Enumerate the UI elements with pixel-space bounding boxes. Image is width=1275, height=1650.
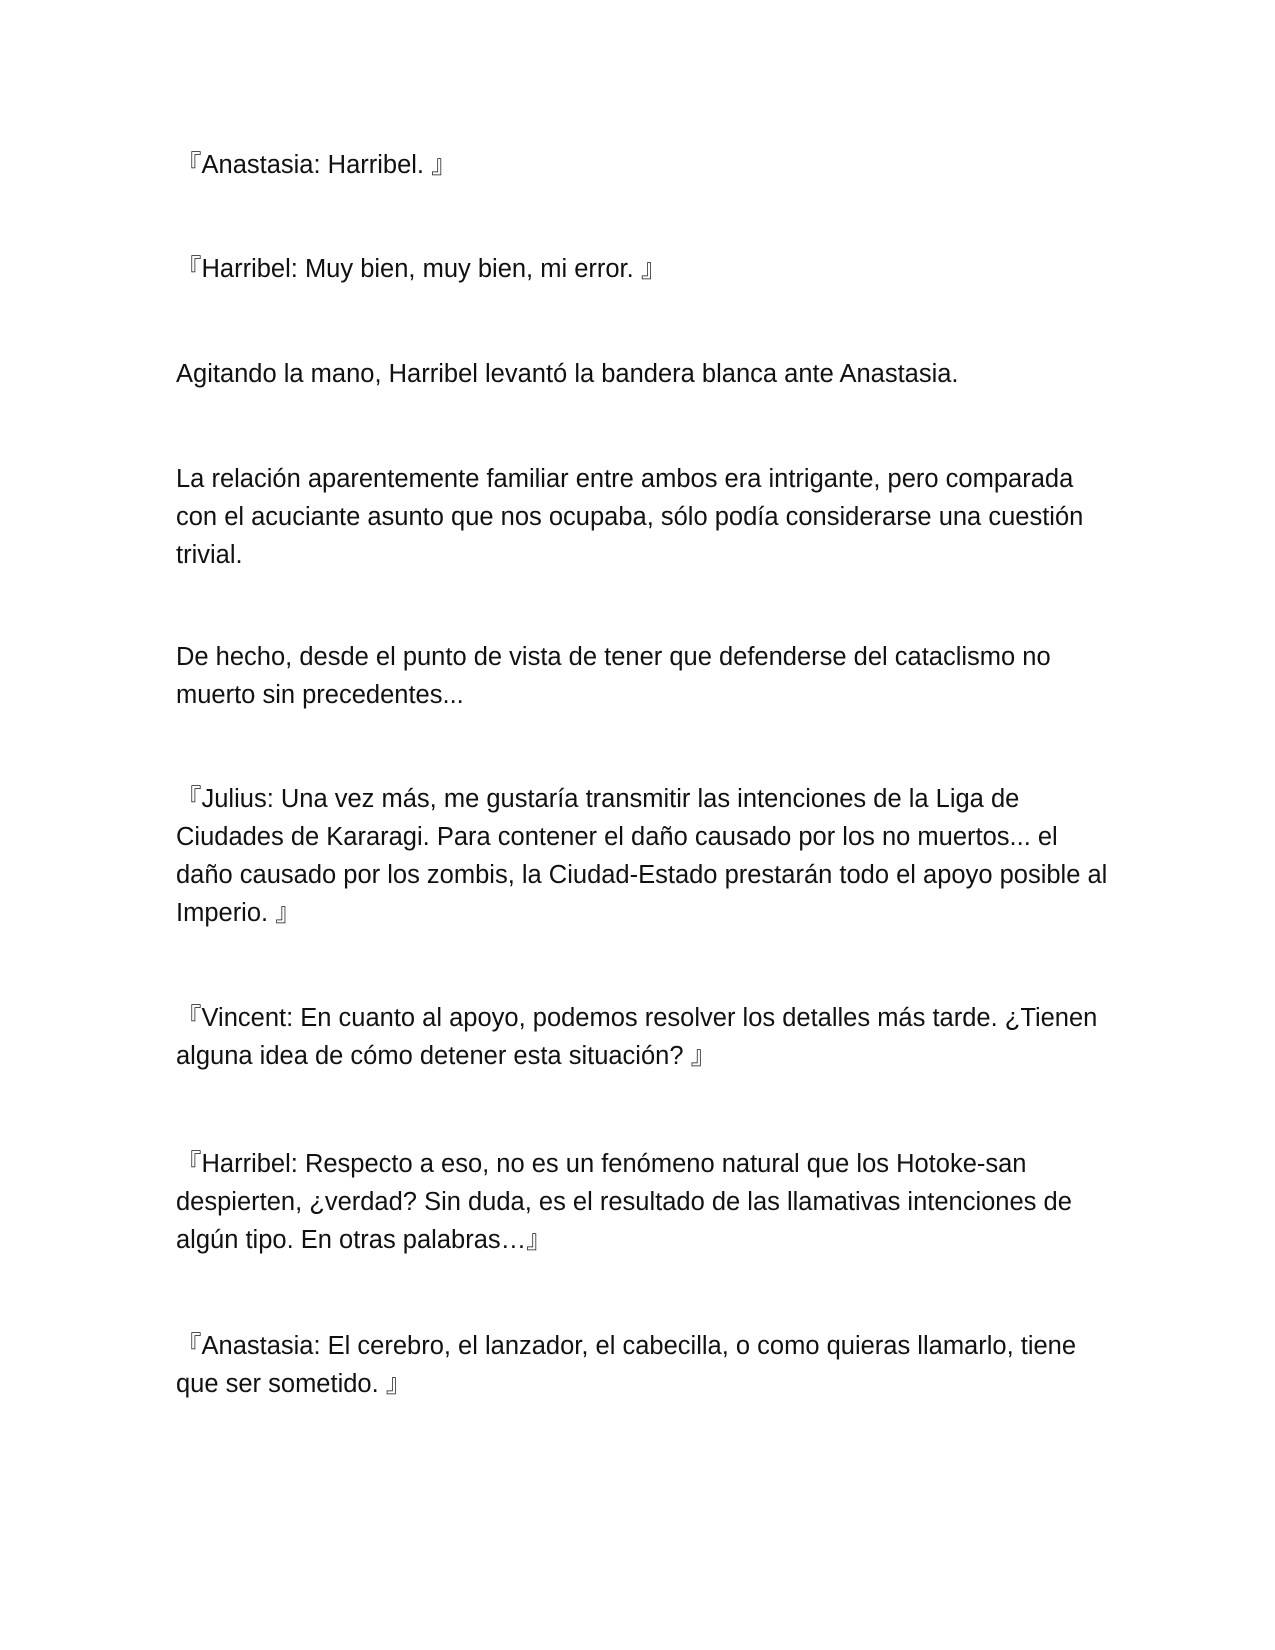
- paragraph-2: 『Harribel: Muy bien, muy bien, mi error. 』: [176, 255, 667, 283]
- paragraph-7: 『Vincent: En cuanto al apoyo, podemos resolver los detalles más tarde. ¿Tienen alguna idea de cómo detener esta situación? 』: [176, 1004, 1098, 1070]
- paragraph-8: 『Harribel: Respecto a eso, no es un fenómeno natural que los Hotoke-san despierten, ¿verdad? Sin duda, es el resultado de las llamativas intenciones de algún tipo. En otras palabras…』: [176, 1150, 1072, 1254]
- paragraph-1: 『Anastasia: Harribel. 』: [176, 151, 457, 179]
- paragraph-9: 『Anastasia: El cerebro, el lanzador, el cabecilla, o como quieras llamarlo, tiene que ser sometido. 』: [176, 1332, 1077, 1398]
- paragraph-5: De hecho, desde el punto de vista de tener que defenderse del cataclismo no muerto sin precedentes...: [176, 643, 1051, 709]
- paragraph-3: Agitando la mano, Harribel levantó la bandera blanca ante Anastasia.: [176, 360, 959, 388]
- paragraph-6: 『Julius: Una vez más, me gustaría transmitir las intenciones de la Liga de Ciudades de Kararagi. Para contener el daño causado por los no muertos... el daño causado por los zombis, la Ciudad-Estado prestarán todo el apoyo posible al Imperio. 』: [176, 785, 1108, 927]
- paragraph-4: La relación aparentemente familiar entre ambos era intrigante, pero comparada con el acuciante asunto que nos ocupaba, sólo podía considerarse una cuestión trivial.: [176, 465, 1084, 569]
